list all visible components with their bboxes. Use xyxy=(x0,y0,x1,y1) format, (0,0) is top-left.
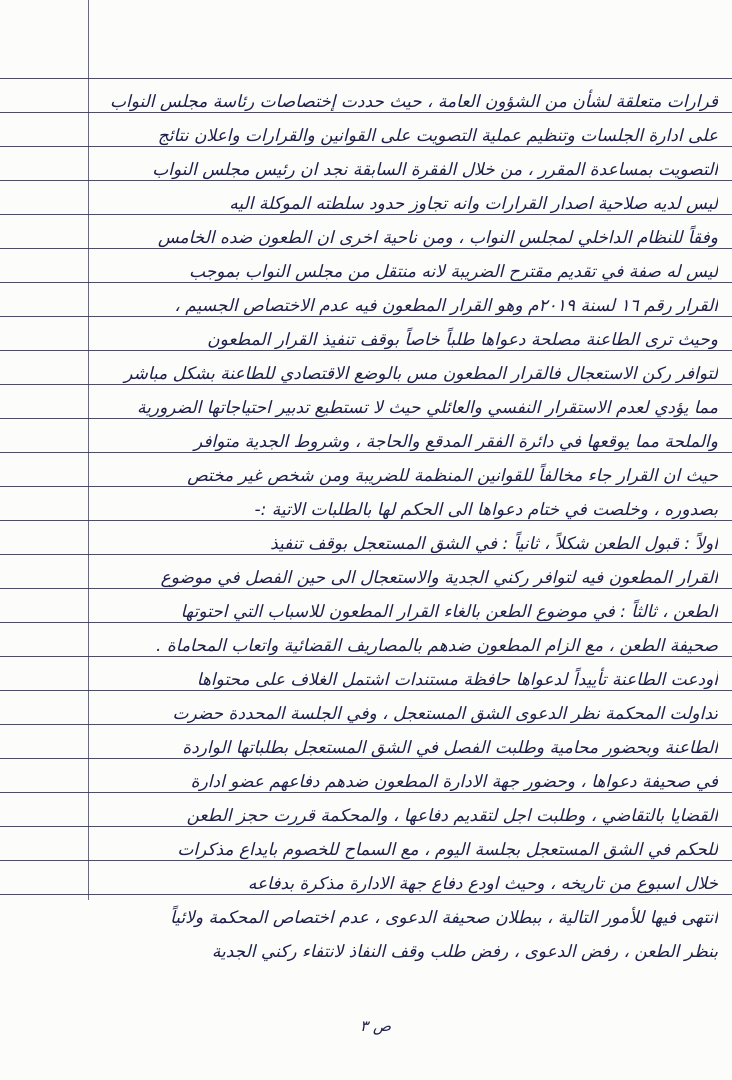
text-line: حيث ان القرار جاء مخالفاً للقوانين المنظمة للضريبة ومن شخص غير مختص xyxy=(187,466,718,486)
text-line: خلال اسبوع من تاريخه ، وحيث اودع دفاع جهة الادارة مذكرة بدفاعه xyxy=(247,874,718,894)
text-line: وفقاً للنظام الداخلي لمجلس النواب ، ومن ناحية اخرى ان الطعون ضده الخامس xyxy=(157,228,718,248)
text-line: ليس له صفة في تقديم مقترح الضريبة لانه منتقل من مجلس النواب بموجب xyxy=(189,262,718,282)
text-line: مما يؤدي لعدم الاستقرار النفسي والعائلي حيث لا تستطيع تدبير احتياجاتها الضرورية xyxy=(137,398,718,418)
text-line: بنظر الطعن ، رفض الدعوى ، رفض طلب وقف النفاذ لانتفاء ركني الجدية xyxy=(211,942,718,962)
text-line: في صحيفة دعواها ، وحضور جهة الادارة المطعون ضدهم دفاعهم عضو ادارة xyxy=(190,772,718,792)
text-line: أودعت الطاعنة تأييداً لدعواها حافظة مستندات اشتمل الغلاف على محتواها xyxy=(196,670,718,690)
text-line: قرارات متعلقة لشأن من الشؤون العامة ، حيث حددت إختصاصات رئاسة مجلس النواب xyxy=(109,92,718,112)
margin-line xyxy=(88,0,89,900)
text-line: تداولت المحكمة نظر الدعوى الشق المستعجل ، وفي الجلسة المحددة حضرت xyxy=(172,704,718,724)
text-line: لتوافر ركن الاستعجال فالقرار المطعون مس بالوضع الاقتصادي للطاعنة بشكل مباشر xyxy=(124,364,718,384)
text-line: الطعن ، ثالثاً : في موضوع الطعن بالغاء القرار المطعون للاسباب التي احتوتها xyxy=(180,602,718,622)
text-line: اولاً : قبول الطعن شكلاً ، ثانياً : في الشق المستعجل بوقف تنفيذ xyxy=(270,534,718,554)
text-line: انتهى فيها للأمور التالية ، ببطلان صحيفة الدعوى ، عدم اختصاص المحكمة ولائياً xyxy=(170,908,718,928)
text-line: القضايا بالتقاضي ، وطلبت اجل لتقديم دفاعها ، والمحكمة قررت حجز الطعن xyxy=(186,806,718,826)
text-line: وحيث ترى الطاعنة مصلحة دعواها طلباً خاصاً بوقف تنفيذ القرار المطعون xyxy=(207,330,718,350)
text-line: على ادارة الجلسات وتنظيم عملية التصويت على القوانين والقرارات واعلان نتائج xyxy=(157,126,718,146)
text-line: بصدوره ، وخلصت في ختام دعواها الى الحكم لها بالطلبات الاتية :- xyxy=(254,500,718,520)
text-line: ليس لديه صلاحية اصدار القرارات وانه تجاوز حدود سلطته الموكلة اليه xyxy=(229,194,718,214)
text-line: والملحة مما يوقعها في دائرة الفقر المدقع والحاجة ، وشروط الجدية متوافر xyxy=(193,432,718,452)
text-line: القرار المطعون فيه لتوافر ركني الجدية والاستعجال الى حين الفصل في موضوع xyxy=(160,568,718,588)
text-line: صحيفة الطعن ، مع الزام المطعون ضدهم بالمصاريف القضائية واتعاب المحاماة . xyxy=(156,636,718,656)
ruled-line xyxy=(0,78,732,79)
text-line: للحكم في الشق المستعجل بجلسة اليوم ، مع السماح للخصوم بايداع مذكرات xyxy=(177,840,718,860)
text-line: الطاعنة وبحضور محامية وطلبت الفصل في الشق المستعجل بطلباتها الواردة xyxy=(182,738,718,758)
text-line: القرار رقم ١٦ لسنة ٢٠١٩م وهو القرار المطعون فيه عدم الاختصاص الجسيم ، xyxy=(174,296,718,316)
page-number: ص ٣ xyxy=(360,1017,391,1035)
text-line: التصويت بمساعدة المقرر ، من خلال الفقرة السابقة نجد ان رئيس مجلس النواب xyxy=(152,160,718,180)
